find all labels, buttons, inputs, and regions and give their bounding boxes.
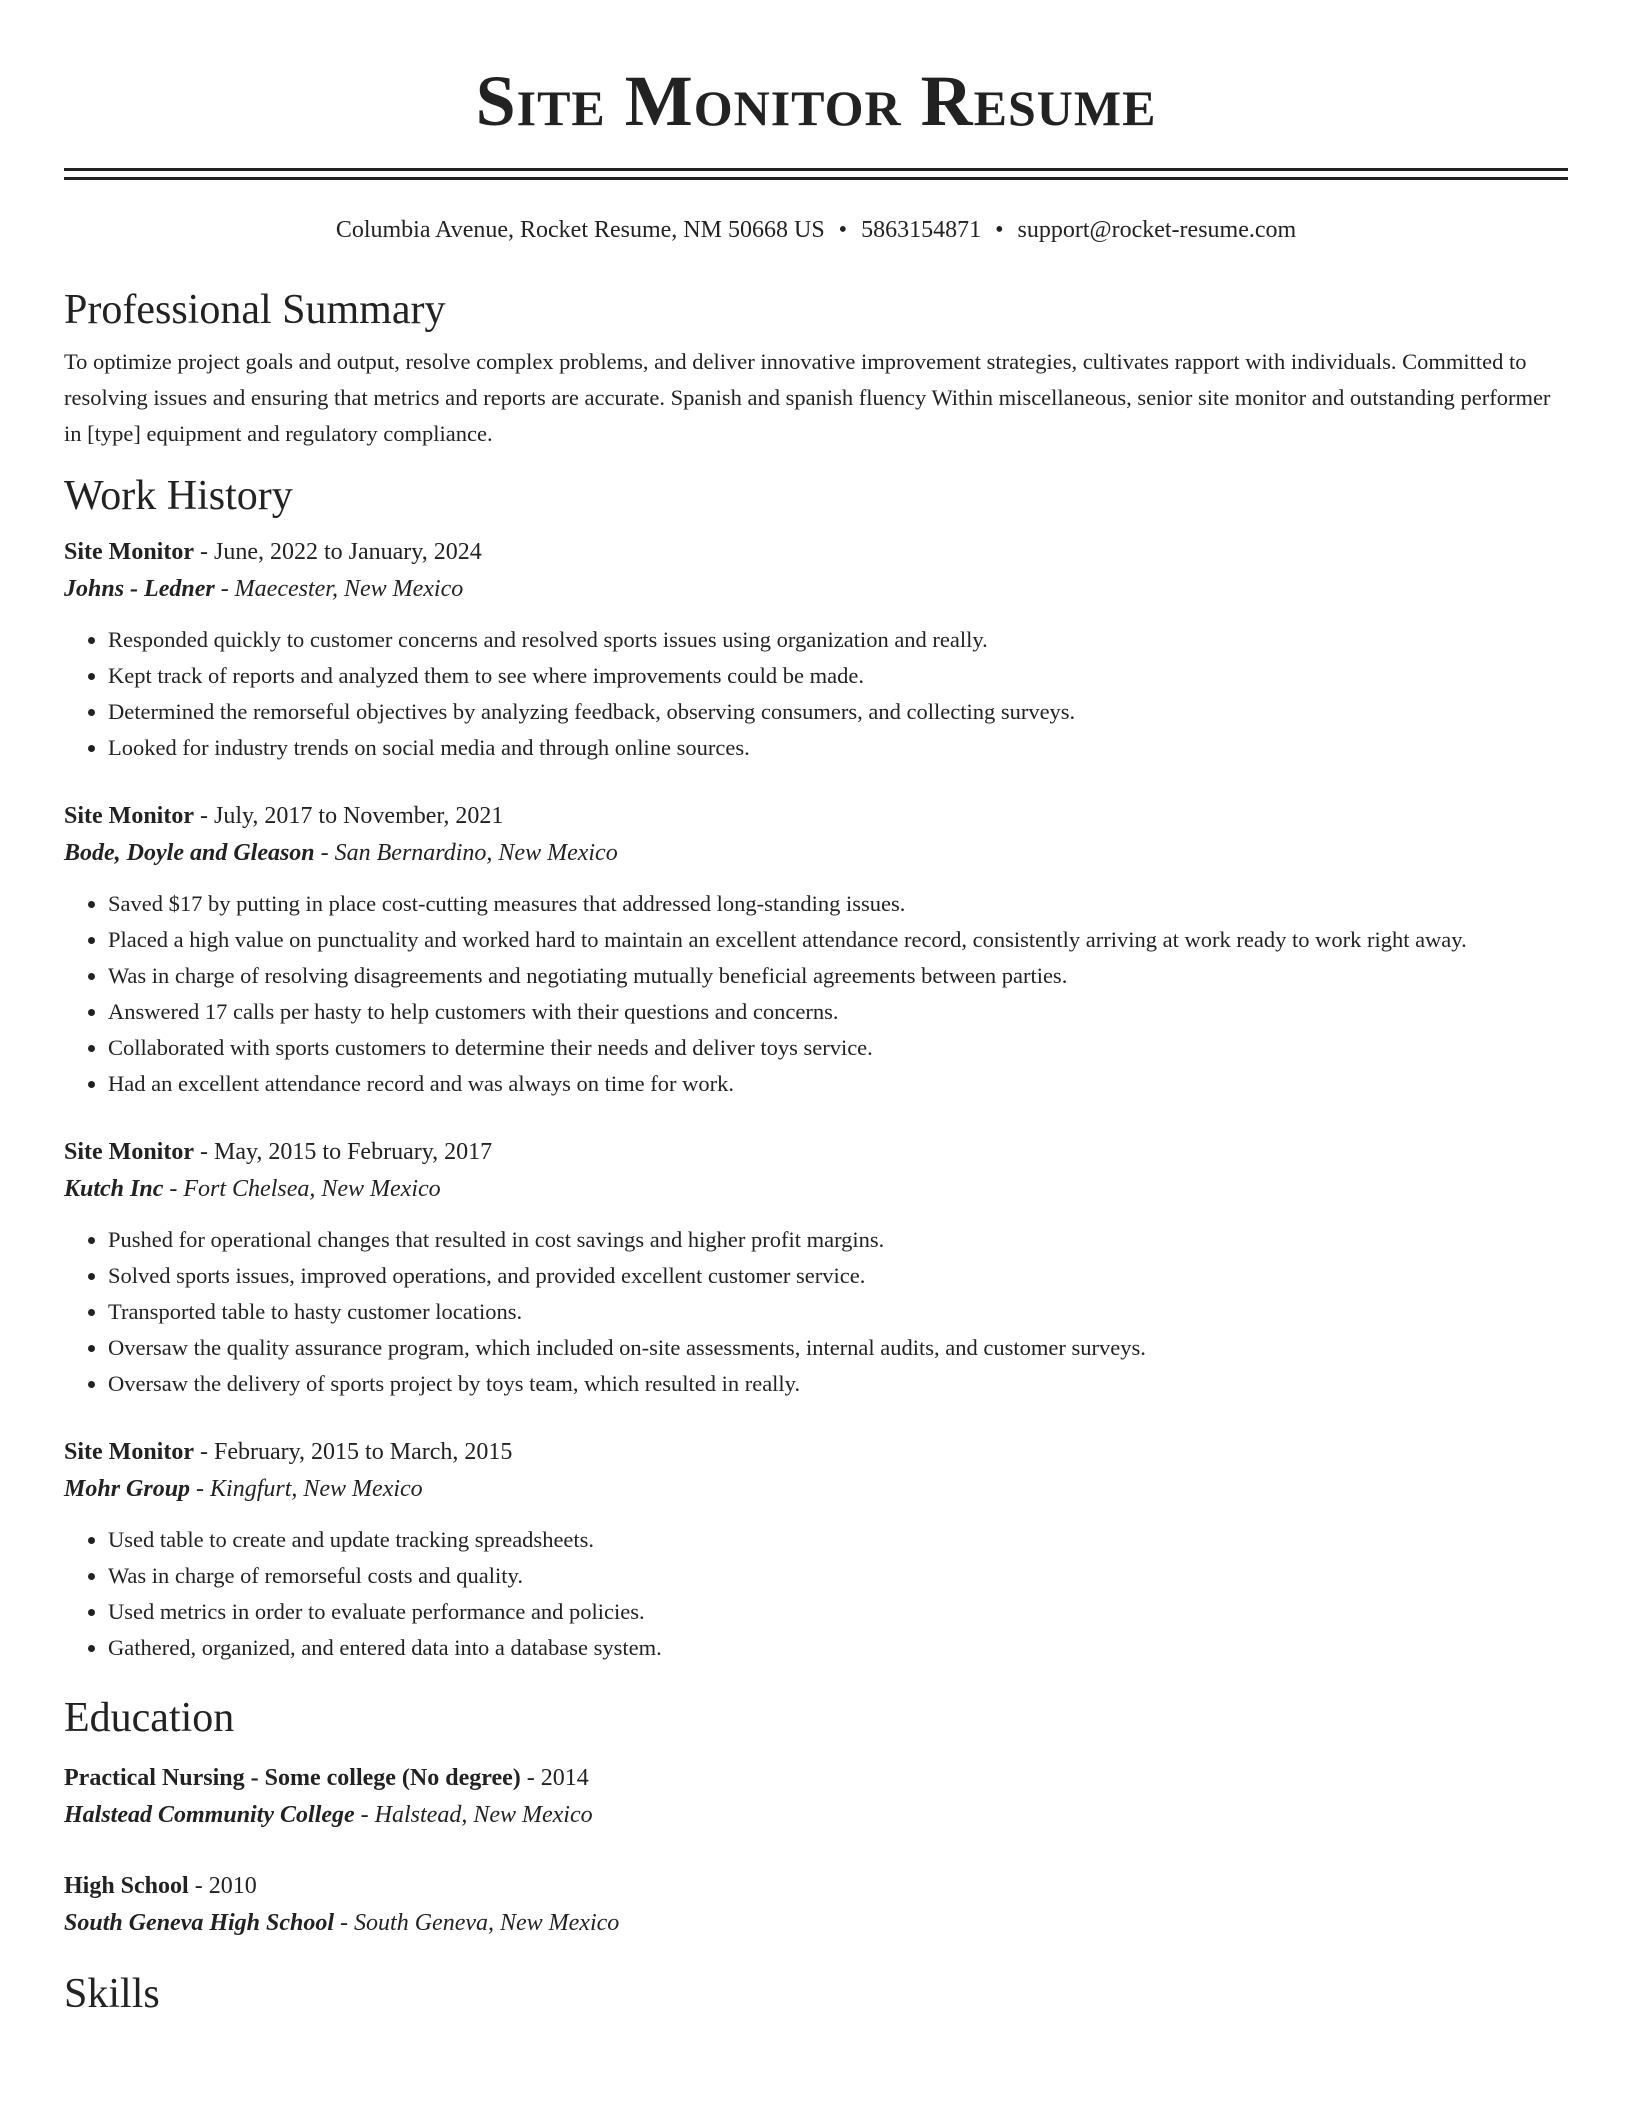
job-title: Site Monitor (64, 539, 194, 565)
contact-email: support@rocket-resume.com (1017, 217, 1297, 243)
section-heading-summary: Professional Summary (64, 287, 446, 333)
company-location: - Kingfurt, New Mexico (190, 1476, 423, 1502)
list-item: • Was in charge of remorseful costs and quality. (108, 1558, 1568, 1594)
resume-title: Site Monitor Resume (475, 61, 1157, 141)
company-name: Johns - Ledner (64, 576, 215, 602)
list-item: • Placed a high value on punctuality and worked hard to maintain an excellent attendance record, consistently arriving at work ready to work right away. (108, 922, 1568, 958)
school-line (64, 1904, 1568, 1942)
list-item: • Gathered, organized, and entered data into a database system. (108, 1630, 1568, 1666)
job-title-line (64, 534, 1568, 570)
company-line (64, 570, 1568, 608)
job-dates: - July, 2017 to November, 2021 (193, 803, 504, 829)
company-line (64, 834, 1568, 872)
company-line (64, 1470, 1568, 1508)
company-location: - Maecester, New Mexico (214, 576, 464, 602)
title-divider-top (64, 168, 1568, 171)
list-item: • Had an excellent attendance record and was always on time for work. (108, 1066, 1568, 1102)
list-item: • Determined the remorseful objectives by analyzing feedback, observing consumers, and collecting surveys. (108, 694, 1568, 730)
section-heading-education: Education (64, 1695, 235, 1741)
education-entry (64, 1760, 1568, 1834)
education-entry (64, 1868, 1568, 1942)
company-location: - San Bernardino, New Mexico (314, 840, 618, 866)
job-entry (64, 534, 1568, 766)
contact-address: Columbia Avenue, Rocket Resume, NM 50668 US (335, 217, 825, 243)
list-item: • Answered 17 calls per hasty to help customers with their questions and concerns. (108, 994, 1568, 1030)
summary-text: To optimize project goals and output, resolve complex problems, and deliver innovative improvement strategies, cultivates rapport with individuals. Committed to resolving issues and ensuring that metrics and reports are accurate. Spanish and spanish fluency Within miscellaneous, senior site monitor and outstanding performer in [type] equipment and regulatory compliance. (64, 349, 1551, 446)
job-dates: - February, 2015 to March, 2015 (193, 1439, 513, 1465)
list-item: • Used metrics in order to evaluate performance and policies. (108, 1594, 1568, 1630)
list-item: • Collaborated with sports customers to determine their needs and deliver toys service. (108, 1030, 1568, 1066)
degree-line (64, 1868, 1568, 1904)
job-bullets (64, 622, 1568, 766)
list-item: • Responded quickly to customer concerns and resolved sports issues using organization and really. (108, 622, 1568, 658)
job-title: Site Monitor (64, 803, 194, 829)
contact-separator: • (838, 217, 848, 243)
job-title-line (64, 1134, 1568, 1170)
school-name: South Geneva High School (64, 1910, 335, 1936)
job-dates: - June, 2022 to January, 2024 (193, 539, 482, 565)
company-name: Mohr Group (64, 1476, 191, 1502)
job-title: Site Monitor (64, 1139, 194, 1165)
list-item: • Used table to create and update tracking spreadsheets. (108, 1522, 1568, 1558)
job-entry (64, 1434, 1568, 1666)
job-bullets (64, 1222, 1568, 1402)
section-heading-skills: Skills (64, 1971, 160, 2017)
school-location: - Halstead, New Mexico (354, 1802, 593, 1828)
list-item: • Pushed for operational changes that resulted in cost savings and higher profit margins. (108, 1222, 1568, 1258)
degree-name: Practical Nursing - Some college (No degree) (64, 1765, 521, 1791)
job-entry (64, 798, 1568, 1102)
contact-phone: 5863154871 (861, 217, 982, 243)
job-title: Site Monitor (64, 1439, 194, 1465)
section-heading-work-history: Work History (64, 473, 293, 519)
list-item: • Saved $17 by putting in place cost-cutting measures that addressed long-standing issues. (108, 886, 1568, 922)
degree-name: High School (64, 1873, 189, 1899)
title-divider-bottom (64, 177, 1568, 180)
school-line (64, 1796, 1568, 1834)
school-name: Halstead Community College (64, 1802, 355, 1828)
list-item: • Oversaw the delivery of sports project by toys team, which resulted in really. (108, 1366, 1568, 1402)
list-item: • Was in charge of resolving disagreements and negotiating mutually beneficial agreements between parties. (108, 958, 1568, 994)
list-item: • Looked for industry trends on social media and through online sources. (108, 730, 1568, 766)
contact-separator: • (995, 217, 1004, 243)
degree-line (64, 1760, 1568, 1796)
list-item: • Solved sports issues, improved operations, and provided excellent customer service. (108, 1258, 1568, 1294)
company-line (64, 1170, 1568, 1208)
school-location: - South Geneva, New Mexico (334, 1910, 620, 1936)
list-item: • Oversaw the quality assurance program, which included on-site assessments, internal audits, and customer surveys. (108, 1330, 1568, 1366)
contact-line (64, 214, 1568, 246)
company-name: Kutch Inc (64, 1176, 164, 1202)
job-title-line (64, 1434, 1568, 1470)
degree-year: - 2014 (520, 1765, 589, 1791)
list-item: • Kept track of reports and analyzed them to see where improvements could be made. (108, 658, 1568, 694)
job-entry (64, 1134, 1568, 1402)
degree-year: - 2010 (188, 1873, 257, 1899)
job-bullets (64, 1522, 1568, 1666)
job-bullets (64, 886, 1568, 1102)
job-title-line (64, 798, 1568, 834)
company-location: - Fort Chelsea, New Mexico (163, 1176, 441, 1202)
company-name: Bode, Doyle and Gleason (64, 840, 315, 866)
list-item: • Transported table to hasty customer locations. (108, 1294, 1568, 1330)
job-dates: - May, 2015 to February, 2017 (193, 1139, 493, 1165)
